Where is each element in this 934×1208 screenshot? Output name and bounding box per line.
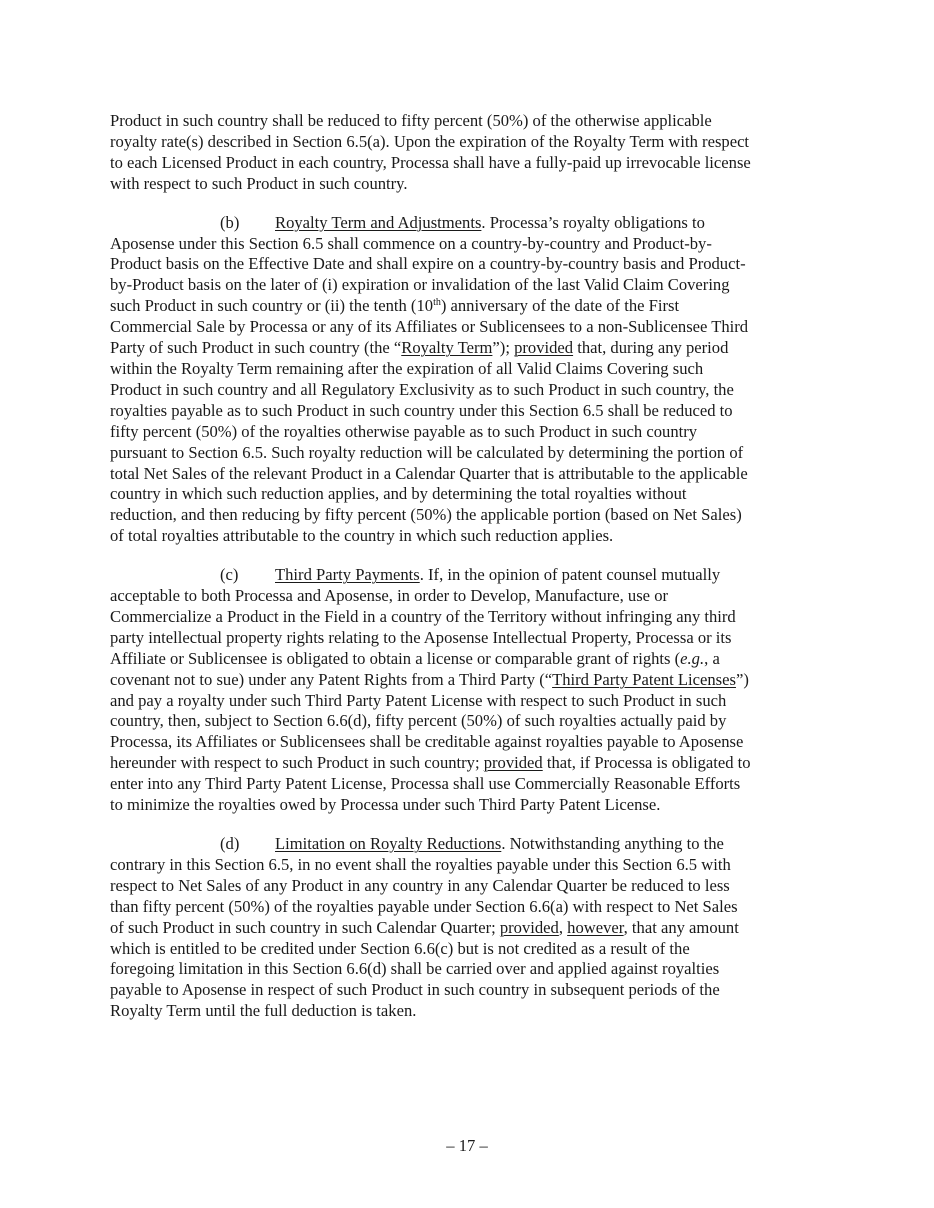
text-line: Commercial Sale by Processa or any of its Affiliates or Sublicensees to a non-Sublicensee Third [110,317,749,337]
section-label: (c) [220,565,239,585]
section-d-limitation [110,834,830,1022]
text-line: party intellectual property rights relating to the Aposense Intellectual Property, Processa or its [110,627,732,647]
text-run: . Processa’s royalty obligations to [481,212,705,232]
text-line: Royalty Term until the full deduction is taken. [110,1001,417,1021]
text-line [110,296,830,317]
text-line: than fifty percent (50%) of the royalties payable under Section 6.6(a) with respect to Net Sales [110,896,738,916]
text-line: Product basis on the Effective Date and shall expire on a country-by-country basis and Product- [110,254,746,274]
however-term: however [567,917,624,937]
text-line: Commercialize a Product in the Field in a country of the Territory without infringing any third [110,606,736,626]
text-run: . Notwithstanding anything to the [501,834,724,853]
text-line [110,338,830,359]
text-line [110,834,830,855]
text-line: royalties payable as to such Product in such country under this Section 6.5 shall be reduced to [110,400,733,420]
text-line: foregoing limitation in this Section 6.6(d) shall be carried over and applied against royalties [110,959,720,979]
text-run: Party of such Product in such country (the “ [110,338,402,358]
defined-term: Third Party Patent Licenses [552,669,736,689]
text-line [110,565,830,586]
superscript: th [433,297,441,309]
provided-term: provided [499,917,559,937]
defined-term: Royalty Term [401,338,493,358]
section-c-third-party-payments [110,565,830,816]
text-line: Product in such country shall be reduced to fifty percent (50%) of the otherwise applicable [110,111,712,130]
text-line: reduction, and then reducing by fifty percent (50%) the applicable portion (based on Net Sales) [110,505,742,525]
text-line: Processa, its Affiliates or Sublicensees shall be creditable against royalties payable to Aposense [110,732,744,752]
text-line: within the Royalty Term remaining after the expiration of all Valid Claims Covering such [110,358,704,378]
text-run: that, during any period [573,338,729,358]
text-line: total Net Sales of the relevant Product in a Calendar Quarter that is attributable to the applicable [110,463,748,483]
text-line: fifty percent (50%) of the royalties otherwise payable as to such Product in such country [110,421,698,441]
text-line: pursuant to Section 6.5. Such royalty reduction will be calculated by determining the portion of [110,442,744,462]
section-heading: Third Party Payments [275,565,420,585]
text-line: to minimize the royalties owed by Processa under such Third Party Patent License. [110,795,661,815]
section-label: (b) [220,212,240,232]
italic-term: e.g. [680,648,705,668]
text-line [110,670,830,691]
text-run: hereunder with respect to such Product in such country; [110,753,484,773]
text-line [110,649,830,670]
text-run: , that any amount [623,917,739,937]
section-b-royalty-term [110,213,830,548]
text-line [110,753,830,774]
section-heading: Limitation on Royalty Reductions [275,834,502,853]
text-line: acceptable to both Processa and Aposense, in order to Develop, Manufacture, use or [110,586,669,606]
text-run: . If, in the opinion of patent counsel mutually [419,565,721,585]
text-run: , [558,917,568,937]
text-run: ”) [735,669,749,689]
text-line: with respect to such Product in such country. [110,173,408,193]
text-run: that, if Processa is obligated to [542,753,751,773]
text-line: and pay a royalty under such Third Party Patent License with respect to such Product in such [110,690,727,710]
document-page [110,111,830,1040]
text-line: contrary in this Section 6.5, in no event shall the royalties payable under this Section 6.5 with [110,854,731,874]
section-label: (d) [220,834,240,853]
provided-term: provided [514,338,574,358]
text-run: covenant not to sue) under any Patent Rights from a Third Party (“ [110,669,553,689]
page-number: – 17 – [446,1136,488,1155]
text-line [110,918,830,939]
text-line: Aposense under this Section 6.5 shall commence on a country-by-country and Product-by- [110,233,712,253]
paragraph-intro [110,111,830,195]
text-line: by-Product basis on the later of (i) expiration or invalidation of the last Valid Claim Covering [110,275,730,295]
text-line: payable to Aposense in respect of such Product in such country in subsequent periods of the [110,980,720,1000]
text-run: , a [704,648,720,668]
text-line: country, then, subject to Section 6.6(d), fifty percent (50%) of such royalties actually paid by [110,711,727,731]
text-line: respect to Net Sales of any Product in any country in any Calendar Quarter be reduced to less [110,875,730,895]
text-line: enter into any Third Party Patent License, Processa shall use Commercially Reasonable Efforts [110,774,741,794]
text-run: ) anniversary of the date of the First [440,296,680,316]
text-line: royalty rate(s) described in Section 6.5(a). Upon the expiration of the Royalty Term with respect [110,131,750,151]
section-heading: Royalty Term and Adjustments [275,212,482,232]
provided-term: provided [483,753,543,773]
text-run: such Product in such country or (ii) the tenth (10 [110,296,434,316]
text-line: country in which such reduction applies, and by determining the total royalties without [110,484,687,504]
text-run: of such Product in such country in such Calendar Quarter; [110,917,500,937]
text-line: Product in such country and all Regulatory Exclusivity as to such Product in such country, the [110,379,734,399]
text-line [110,213,830,234]
text-line: which is entitled to be credited under Section 6.6(c) but is not credited as a result of the [110,938,690,958]
text-line: to each Licensed Product in each country, Processa shall have a fully-paid up irrevocable license [110,152,751,172]
text-run: ”); [492,338,515,358]
text-run: Affiliate or Sublicensee is obligated to obtain a license or comparable grant of rights ( [110,648,681,668]
text-line: of total royalties attributable to the country in which such reduction applies. [110,526,614,546]
